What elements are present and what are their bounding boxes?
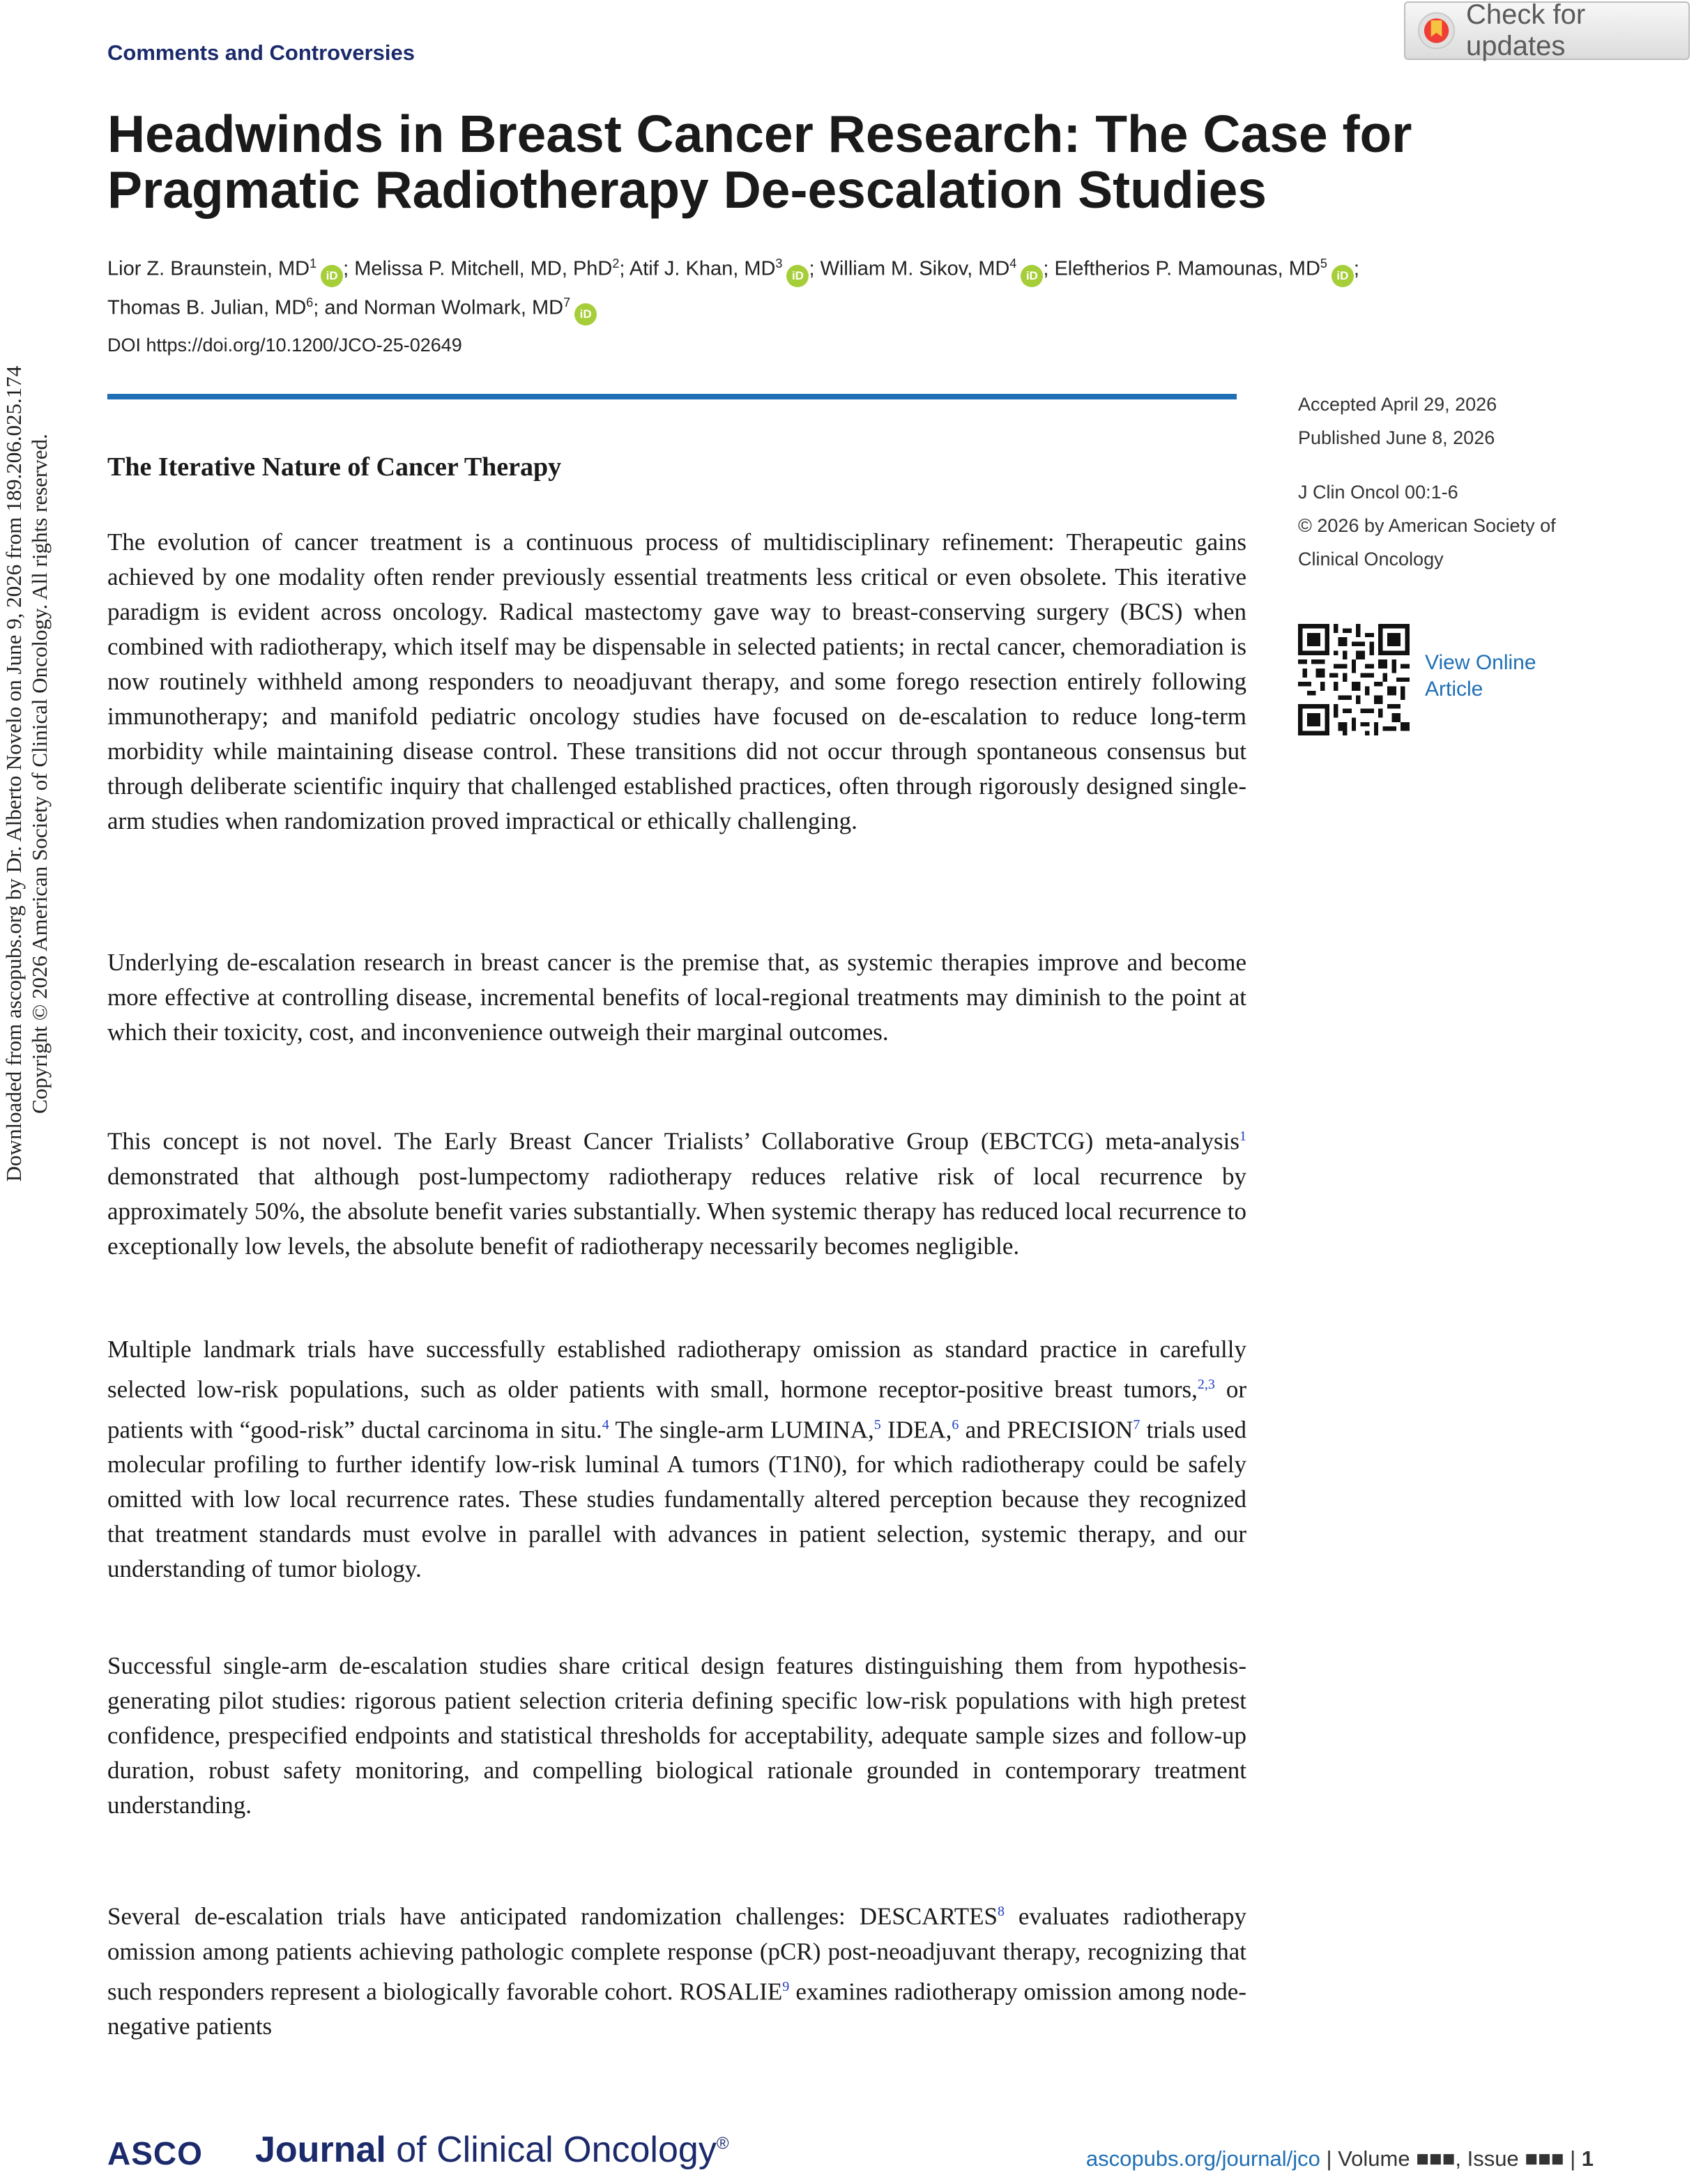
orcid-icon[interactable]: iD xyxy=(574,303,597,326)
crossmark-icon xyxy=(1418,12,1455,49)
author-name: Lior Z. Braunstein, MD xyxy=(107,257,310,280)
affiliation-ref: 2 xyxy=(612,257,620,270)
view-online-article-link[interactable] xyxy=(1425,650,1536,703)
title-line-1: Headwinds in Breast Cancer Research: The Case for xyxy=(107,105,1412,163)
author-list xyxy=(107,248,1599,326)
affiliation-ref: 1 xyxy=(310,257,317,270)
body-paragraph xyxy=(107,1332,1246,1587)
body-paragraph xyxy=(107,1894,1246,2044)
orcid-icon[interactable]: iD xyxy=(321,265,343,287)
qr-code-icon[interactable] xyxy=(1298,624,1410,735)
author-name: Eleftherios P. Mamounas, MD xyxy=(1054,257,1320,280)
volume-issue: Volume ■■■, Issue ■■■ xyxy=(1338,2146,1564,2171)
check-for-updates-label: Check for updates xyxy=(1466,0,1586,61)
footer-info xyxy=(1036,2146,1594,2171)
body-paragraph: Underlying de-escalation research in breast cancer is the premise that, as systemic therapies improve and become more effective at controlling disease, incremental benefits of local-regional treatments may diminish to the point at which their toxicity, cost, and inconvenience outweigh their marginal outcomes. xyxy=(107,949,1246,1046)
author-name: William M. Sikov, MD xyxy=(820,257,1010,280)
paragraph-text: IDEA, xyxy=(880,1416,952,1444)
footer-separator: | xyxy=(1564,2146,1582,2171)
paragraph-text: examines radiotherapy omission among node-negative patients xyxy=(107,1978,1246,2040)
author-separator: ; xyxy=(1043,257,1055,280)
body-paragraph: Successful single-arm de-escalation studies share critical design features distinguishing them from hypothesis-generating pilot studies: rigorous patient selection criteria defining specific low-risk populations with high pretest confidence, prespecified endpoints and statistical thresholds for acceptability, adequate sample sizes and follow-up duration, robust safety monitoring, and compelling biological rationale grounded in contemporary treatment understanding. xyxy=(107,1652,1246,1819)
paragraph-text: This concept is not novel. The Early Breast Cancer Trialists’ Collaborative Group (EBCTCG) meta-analysis xyxy=(107,1127,1239,1155)
paragraph-text: demonstrated that although post-lumpectomy radiotherapy reduces relative risk of local recurrence by approximately 50%, the absolute benefit varies substantially. When systemic therapy has reduced local recurrence to exceptionally low levels, the absolute benefit of radiotherapy necessarily becomes negligible. xyxy=(107,1162,1246,1260)
registered-mark: ® xyxy=(716,2134,729,2153)
affiliation-ref: 6 xyxy=(306,295,314,310)
citation-ref[interactable]: 5 xyxy=(873,1416,881,1433)
paragraph-text: Several de-escalation trials have anticipated randomization challenges: DESCARTES xyxy=(107,1902,998,1930)
doi-link[interactable]: DOI https://doi.org/10.1200/JCO-25-02649 xyxy=(107,335,462,356)
orcid-icon[interactable]: iD xyxy=(786,265,809,287)
citation: J Clin Oncol 00:1-6 xyxy=(1298,482,1458,503)
affiliation-ref: 7 xyxy=(563,295,571,310)
paragraph-text: and PRECISION xyxy=(959,1416,1134,1444)
affiliation-ref: 4 xyxy=(1009,257,1017,270)
author-name: Thomas B. Julian, MD xyxy=(107,296,307,319)
copyright-line: © 2026 by American Society of xyxy=(1298,515,1556,536)
publication-dates xyxy=(1298,388,1497,455)
affiliation-ref: 5 xyxy=(1320,257,1327,270)
view-online-line: Article xyxy=(1425,678,1483,701)
body-paragraph: The evolution of cancer treatment is a continuous process of multidisciplinary refinement: Therapeutic gains achieved by one modality often render previously essential treatments less critical or even obsolete. This iterative paradigm is evident across oncology. Radical mastectomy gave way to breast-conserving surgery (BCS) when combined with radiotherapy, which itself may be dispensable in selected patients; in rectal cancer, chemoradiation is now routinely withheld among responders to neoadjuvant therapy, and some forego resection entirely following immunotherapy; and manifold pediatric oncology studies have focused on de-escalation to reduce long-term morbidity while maintaining disease control. These transitions did not occur through spontaneous consensus but through deliberate scientific inquiry that challenged established practices, often through rigorously designed single-arm studies when randomization proved impractical or ethically challenging. xyxy=(107,528,1246,834)
affiliation-ref: 3 xyxy=(775,257,783,270)
citation-ref[interactable]: 2,3 xyxy=(1197,1377,1215,1392)
view-online-line: View Online xyxy=(1425,651,1536,674)
author-separator: ; and xyxy=(313,296,364,319)
journal-logo-bold: Journal xyxy=(255,2130,386,2170)
citation-ref[interactable]: 8 xyxy=(997,1904,1005,1919)
watermark-line: Copyright © 2026 American Society of Clinical Oncology. All rights reserved. xyxy=(27,434,52,1114)
author-separator: ; xyxy=(619,257,629,280)
section-label: Comments and Controversies xyxy=(107,40,415,65)
citation-ref[interactable]: 1 xyxy=(1239,1129,1246,1144)
author-name: Norman Wolmark, MD xyxy=(363,296,564,319)
paragraph-text: or patients with “good-risk” ductal carcinoma in situ. xyxy=(107,1375,1246,1444)
journal-logo xyxy=(255,2129,729,2171)
author-separator: ; xyxy=(809,257,821,280)
paragraph-text: Multiple landmark trials have successfully established radiotherapy omission as standard practice in carefully selected low-risk populations, such as older patients with small, hormone receptor-positive breast tumors, xyxy=(107,1336,1246,1403)
watermark-line: Downloaded from ascopubs.org by Dr. Alberto Novelo on June 9, 2026 from 189.206.025.174 xyxy=(1,365,26,1182)
paragraph-text: trials used molecular profiling to further identify low-risk luminal A tumors (T1N0), for which radiotherapy could be safely omitted with low local recurrence rates. These studies fundamentally altered perception because they recognized that treatment standards must evolve in parallel with advances in patient selection, systemic therapy, and our understanding of tumor biology. xyxy=(107,1416,1247,1583)
paragraph-text: evaluates radiotherapy omission among patients achieving pathologic complete response (pCR) post-neoadjuvant therapy, recognizing that such responders represent a biologically favorable cohort. ROSALIE xyxy=(107,1902,1247,2006)
section-heading: The Iterative Nature of Cancer Therapy xyxy=(107,452,562,482)
published-date: Published June 8, 2026 xyxy=(1298,427,1495,448)
orcid-icon[interactable]: iD xyxy=(1331,265,1354,287)
citation-ref[interactable]: 4 xyxy=(602,1416,609,1433)
check-for-updates-button[interactable] xyxy=(1404,1,1690,60)
author-name: Atif J. Khan, MD xyxy=(629,257,776,280)
orcid-icon[interactable]: iD xyxy=(1021,265,1043,287)
citation-block xyxy=(1298,475,1556,576)
footer-separator: | xyxy=(1320,2146,1338,2171)
article-title xyxy=(107,106,1502,217)
citation-ref[interactable]: 9 xyxy=(782,1978,790,1994)
download-watermark xyxy=(1,0,52,1548)
asco-logo: ASCO xyxy=(107,2135,203,2171)
page-number: 1 xyxy=(1581,2146,1594,2171)
journal-url-link[interactable]: ascopubs.org/journal/jco xyxy=(1085,2146,1320,2171)
journal-logo-rest: of Clinical Oncology xyxy=(386,2130,717,2170)
body-paragraph xyxy=(107,1119,1246,1264)
author-name: Melissa P. Mitchell, MD, PhD xyxy=(354,257,613,280)
author-separator: ; xyxy=(1353,257,1359,280)
paragraph-text: The single-arm LUMINA, xyxy=(609,1416,874,1444)
citation-ref[interactable]: 7 xyxy=(1133,1416,1140,1433)
title-line-2: Pragmatic Radiotherapy De-escalation Studies xyxy=(107,160,1267,219)
accepted-date: Accepted April 29, 2026 xyxy=(1298,394,1497,415)
author-separator: ; xyxy=(343,257,355,280)
copyright-line: Clinical Oncology xyxy=(1298,549,1444,570)
citation-ref[interactable]: 6 xyxy=(952,1416,959,1433)
header-divider xyxy=(107,394,1237,399)
